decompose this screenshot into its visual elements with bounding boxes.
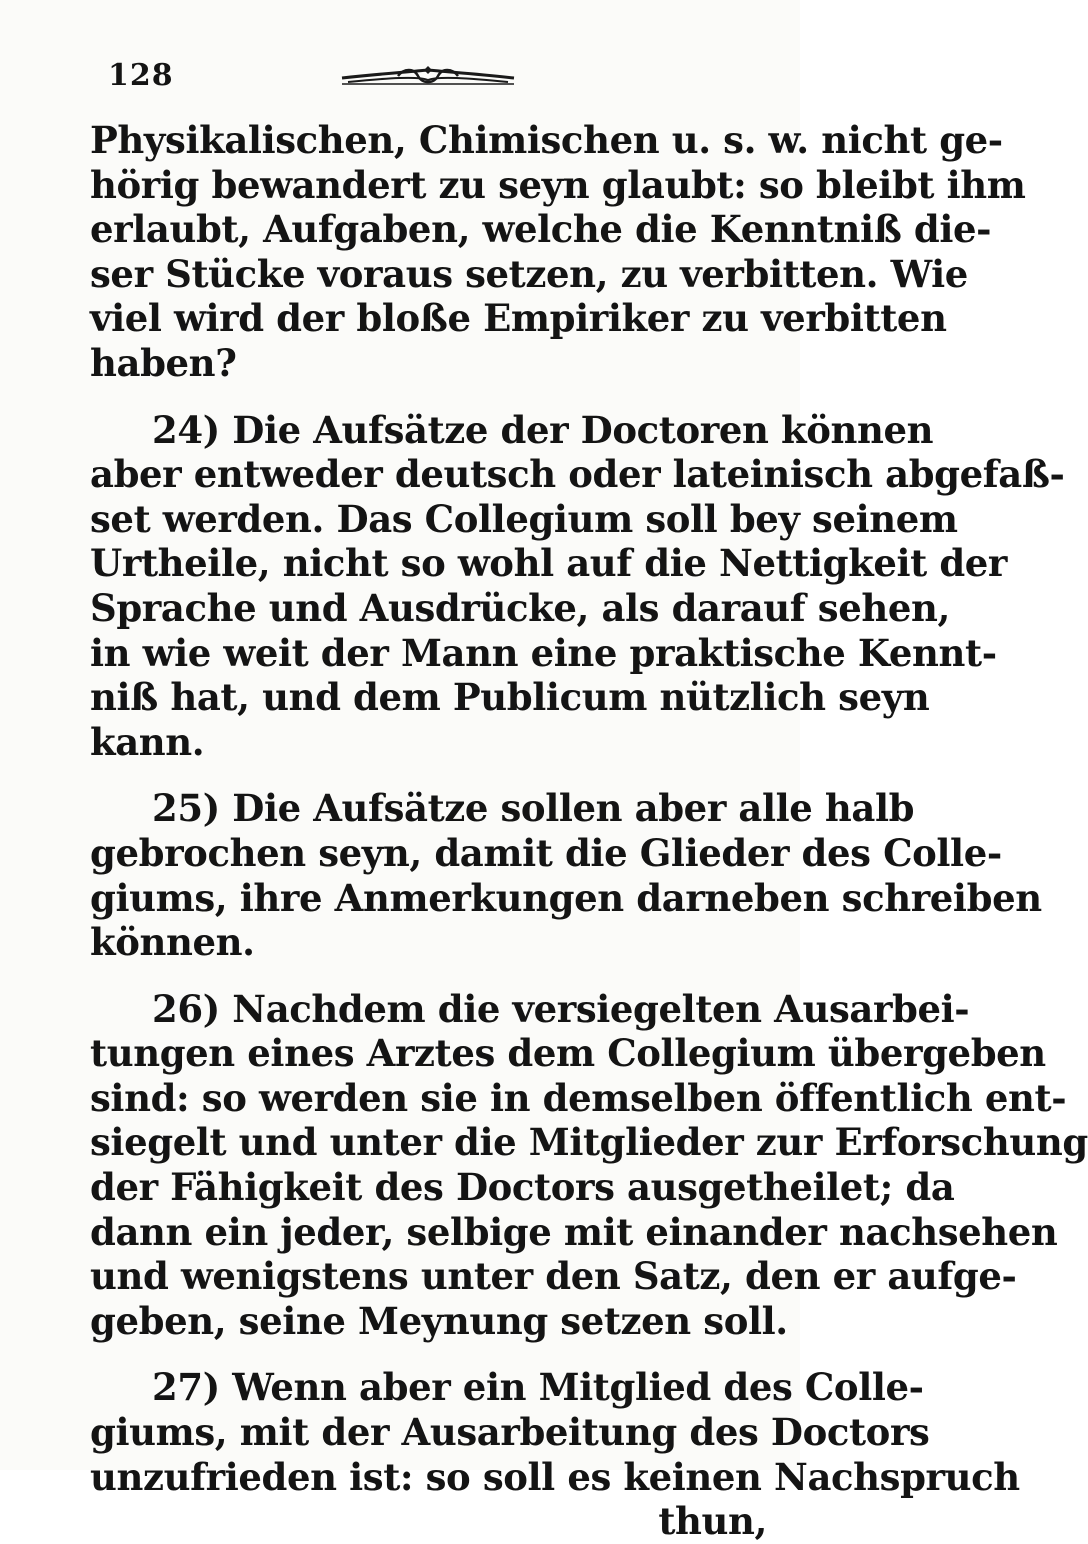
body-text [90,118,1088,1544]
text-line: tungen eines Arztes dem Collegium übergeben [90,1031,1046,1076]
text-line: giums, ihre Anmerkungen darneben schreiben [90,875,1042,920]
text-line: Sprache und Ausdrücke, als darauf sehen, [90,585,950,630]
text-line: geben, seine Meynung setzen soll. [90,1298,788,1343]
text-line: set werden. Das Collegium soll bey seinem [90,496,958,541]
paragraph-continuation [90,118,1026,386]
text-line: 24) Die Aufsätze der Doctoren können [152,407,934,452]
text-line: der Fähigkeit des Doctors ausgetheilet; da [90,1165,955,1210]
page-number: 128 [108,58,174,93]
text-line: giums, mit der Ausarbeitung des Doctors [90,1410,930,1455]
text-line: niß hat, und dem Publicum nützlich seyn [90,675,930,720]
paragraph-25 [90,786,1042,965]
text-line: sind: so werden sie in demselben öffentlich ent- [90,1075,1067,1120]
text-line: hörig bewandert zu seyn glaubt: so bleibt ihm [90,162,1026,207]
text-line: viel wird der bloße Empiriker zu verbitten [90,296,947,341]
text-line: 26) Nachdem die versiegelten Ausarbei- [152,986,970,1031]
text-line: aber entweder deutsch oder lateinisch abgefaß- [90,452,1065,497]
text-line: haben? [90,340,237,385]
catchword: thun, [658,1499,767,1544]
text-line: und wenigstens unter den Satz, den er aufge- [90,1254,1017,1299]
paragraph-27 [90,1365,1020,1544]
text-line: Physikalischen, Chimischen u. s. w. nicht ge- [90,118,1003,162]
text-line: gebrochen seyn, damit die Glieder des Colle- [90,830,1002,875]
text-line: in wie weit der Mann eine praktische Kennt- [90,630,997,675]
text-line: siegelt und unter die Mitglieder zur Erforschung [90,1120,1088,1165]
decorative-rule-ornament-icon [338,64,518,90]
paragraph-24 [90,407,1065,765]
text-line: kann. [90,719,205,764]
text-line: unzufrieden ist: so soll es keinen Nachspruch [90,1454,1020,1499]
text-line: erlaubt, Aufgaben, welche die Kenntniß die- [90,207,992,252]
paragraph-26 [90,986,1088,1344]
text-line: ser Stücke voraus setzen, zu verbitten. Wie [90,251,968,296]
text-line: Urtheile, nicht so wohl auf die Nettigkeit der [90,541,1008,586]
text-line: können. [90,920,255,965]
text-line: dann ein jeder, selbige mit einander nachsehen [90,1209,1058,1254]
text-line: 25) Die Aufsätze sollen aber alle halb [152,786,915,831]
page-header [108,58,568,98]
text-line: 27) Wenn aber ein Mitglied des Colle- [152,1365,924,1410]
